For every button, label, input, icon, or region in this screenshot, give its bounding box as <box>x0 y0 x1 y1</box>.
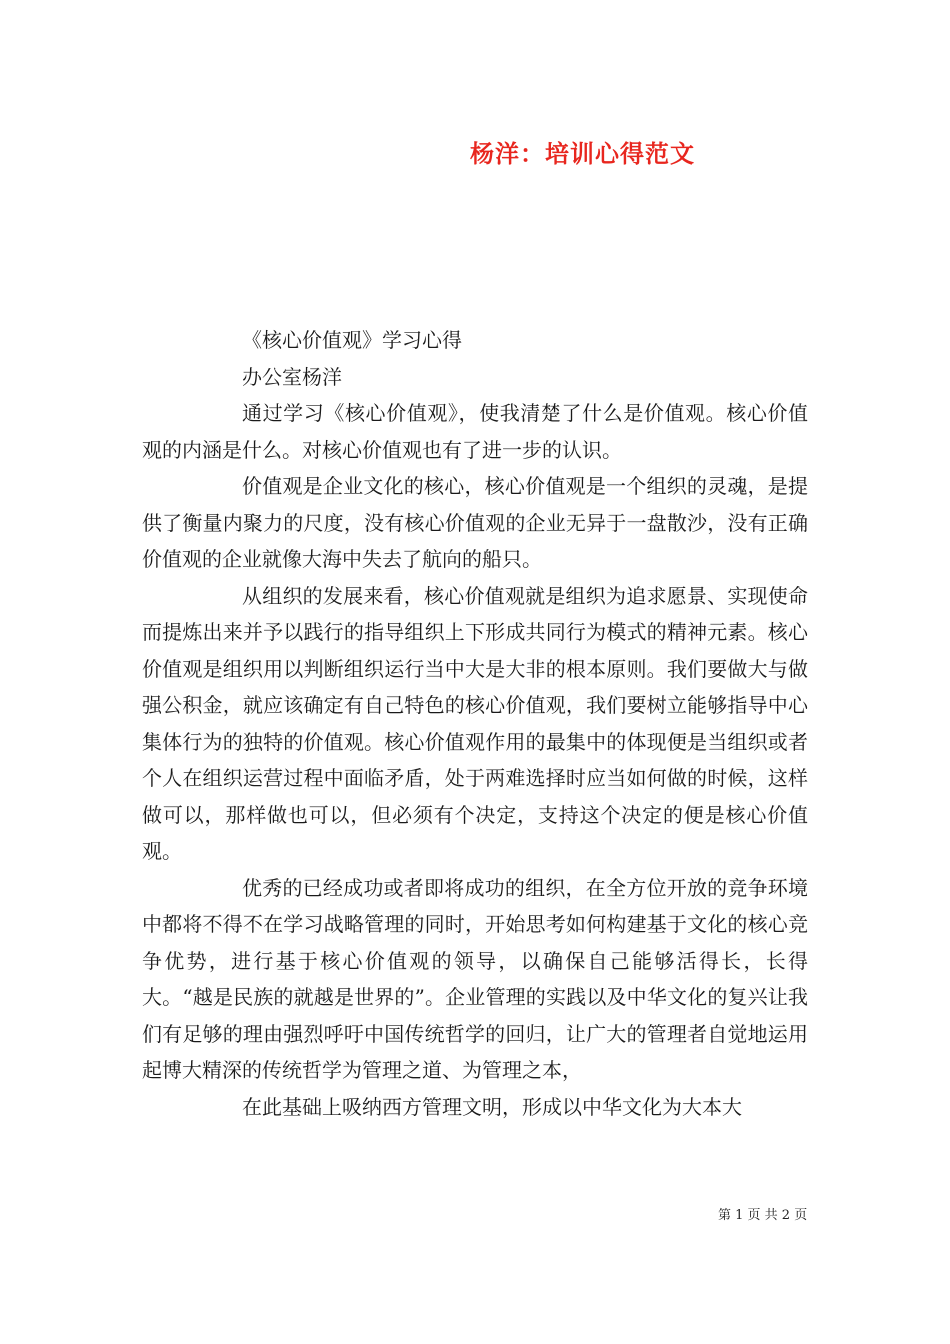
paragraph-2: 价值观是企业文化的核心，核心价值观是一个组织的灵魂，是提供了衡量内聚力的尺度，没有核心价值观的企业无异于一盘散沙，没有正确价值观的企业就像大海中失去了航向的船只。 <box>142 474 808 571</box>
document-body <box>142 322 808 1125</box>
document-title: 杨洋：培训心得范文 <box>470 139 695 168</box>
paragraph-3: 从组织的发展来看，核心价值观就是组织为追求愿景、实现使命而提炼出来并予以践行的指导组织上下形成共同行为模式的精神元素。核心价值观是组织用以判断组织运行当中大是大非的根本原则。我们要做大与做强公积金，就应该确定有自己特色的核心价值观，我们要树立能够指导中心集体行为的独特的价值观。核心价值观作用的最集中的体现便是当组织或者个人在组织运营过程中面临矛盾，处于两难选择时应当如何做的时候，这样做可以，那样做也可以，但必须有个决定，支持这个决定的便是核心价值观。 <box>142 583 808 863</box>
document-subtitle: 《核心价值观》学习心得 <box>242 328 462 352</box>
page-number: 第 1 页 共 2 页 <box>718 1208 808 1223</box>
paragraph-1: 通过学习《核心价值观》，使我清楚了什么是价值观。核心价值观的内涵是什么。对核心价值观也有了进一步的认识。 <box>142 401 808 462</box>
document-author: 办公室杨洋 <box>242 364 342 389</box>
paragraph-4: 优秀的已经成功或者即将成功的组织，在全方位开放的竞争环境中都将不得不在学习战略管理的同时，开始思考如何构建基于文化的核心竞争优势，进行基于核心价值观的领导，以确保自己能够活得长，长得大。“越是民族的就越是世界的”。企业管理的实践以及中华文化的复兴让我们有足够的理由强烈呼吁中国传统哲学的回归，让广大的管理者自觉地运用起博大精深的传统哲学为管理之道、为管理之本， <box>142 875 808 1082</box>
paragraph-5: 在此基础上吸纳西方管理文明，形成以中华文化为大本大 <box>242 1094 742 1119</box>
